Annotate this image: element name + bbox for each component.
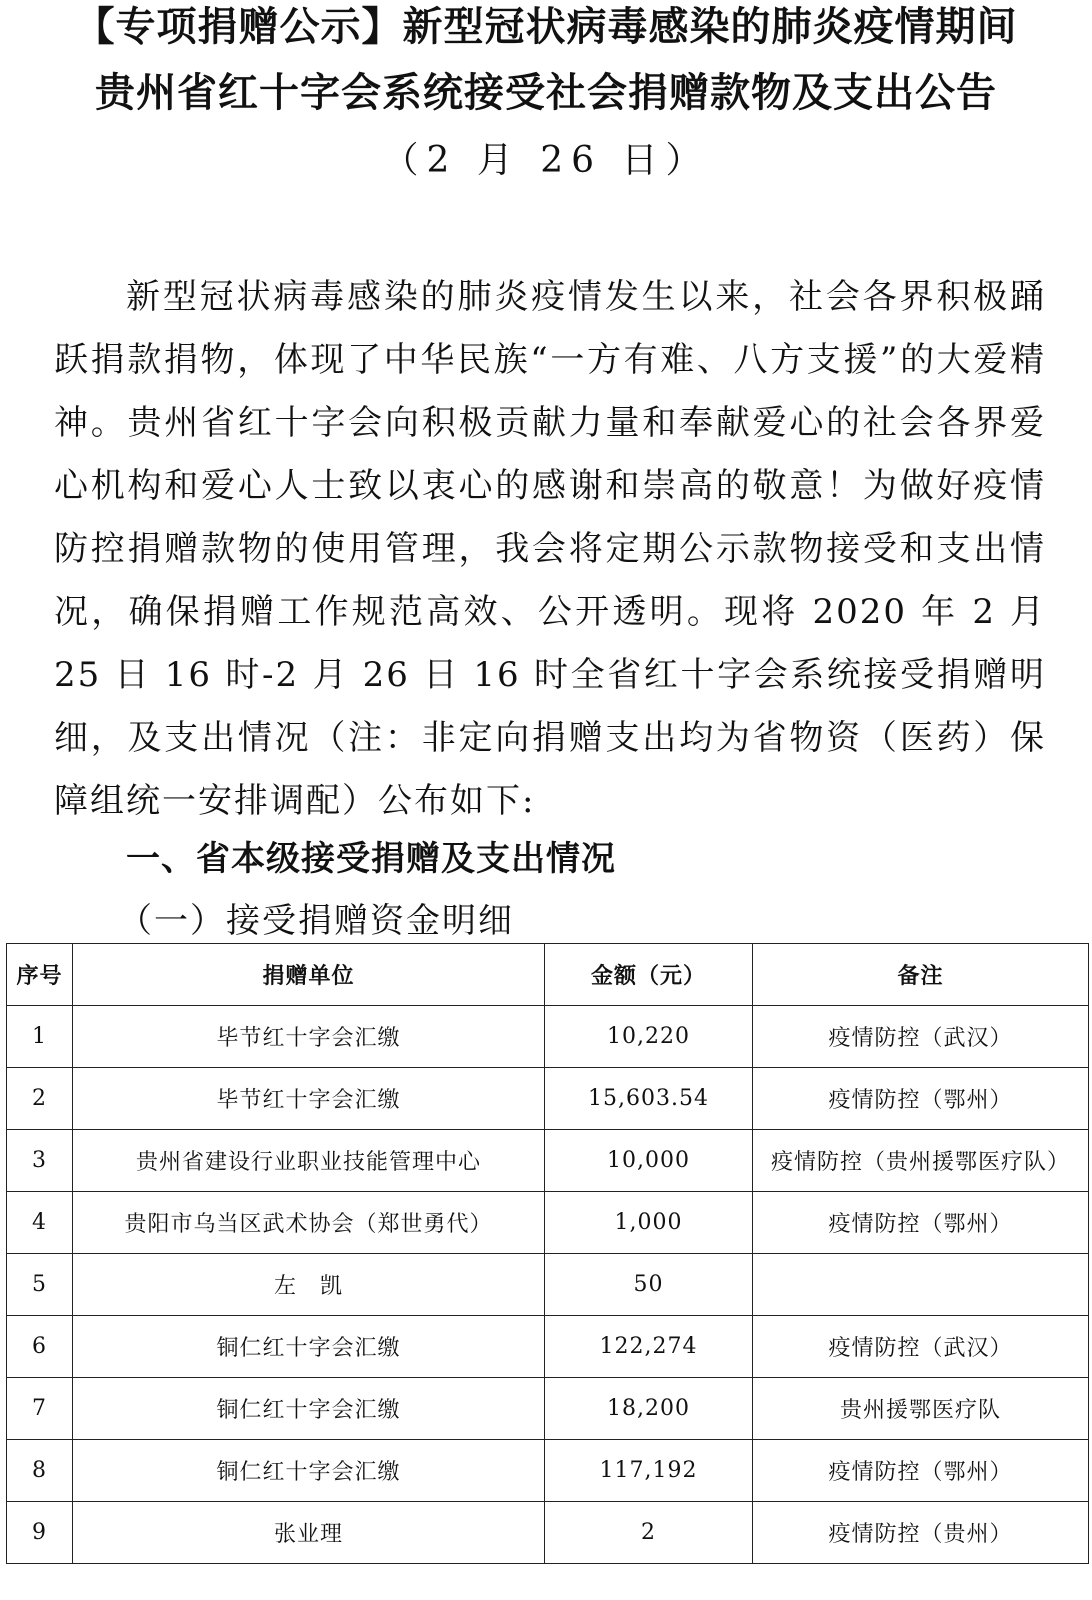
section-heading: 一、省本级接受捐赠及支出情况 xyxy=(126,839,616,879)
table-header-row xyxy=(7,944,1089,1006)
cell-donor: 铜仁红十字会汇缴 xyxy=(73,1316,545,1378)
title-line-1: 【专项捐赠公示】新型冠状病毒感染的肺炎疫情期间 xyxy=(74,4,1018,50)
cell-index: 9 xyxy=(7,1502,73,1564)
cell-amount: 1,000 xyxy=(545,1192,753,1254)
title-date: （2 月 26 日） xyxy=(382,140,710,181)
cell-index: 7 xyxy=(7,1378,73,1440)
cell-amount: 122,274 xyxy=(545,1316,753,1378)
header-index: 序号 xyxy=(7,944,73,1006)
cell-amount: 10,220 xyxy=(545,1006,753,1068)
cell-donor: 左 凯 xyxy=(73,1254,545,1316)
header-amount: 金额（元） xyxy=(545,944,753,1006)
cell-donor: 毕节红十字会汇缴 xyxy=(73,1006,545,1068)
cell-note: 疫情防控（鄂州） xyxy=(753,1068,1089,1130)
cell-donor: 张业理 xyxy=(73,1502,545,1564)
cell-donor: 毕节红十字会汇缴 xyxy=(73,1068,545,1130)
cell-amount: 50 xyxy=(545,1254,753,1316)
table-row xyxy=(7,1316,1089,1378)
header-note: 备注 xyxy=(753,944,1089,1006)
cell-note: 疫情防控（鄂州） xyxy=(753,1192,1089,1254)
table-row xyxy=(7,1006,1089,1068)
cell-amount: 117,192 xyxy=(545,1440,753,1502)
cell-note: 疫情防控（贵州） xyxy=(753,1502,1089,1564)
title-line-2: 贵州省红十字会系统接受社会捐赠款物及支出公告 xyxy=(95,70,997,116)
subsection-heading: （一）接受捐赠资金明细 xyxy=(118,901,514,941)
intro-paragraph: 新型冠状病毒感染的肺炎疫情发生以来，社会各界积极踊跃捐款捐物，体现了中华民族“一方有难、八方支援”的大爱精神。贵州省红十字会向积极贡献力量和奉献爱心的社会各界爱心机构和爱心人士致以衷心的感谢和崇高的敬意！为做好疫情防控捐赠款物的使用管理，我会将定期公示款物接受和支出情况，确保捐赠工作规范高效、公开透明。现将 2020 年 2 月 25 日 16 时-2 月 26 日 16 时全省红十字会系统接受捐赠明细，及支出情况（注：非定向捐赠支出均为省物资（医药）保障组统一安排调配）公布如下: xyxy=(54,277,1046,821)
cell-amount: 2 xyxy=(545,1502,753,1564)
table-row xyxy=(7,1440,1089,1502)
cell-note: 疫情防控（武汉） xyxy=(753,1006,1089,1068)
donation-table xyxy=(6,943,1089,1564)
table-row xyxy=(7,1378,1089,1440)
cell-index: 2 xyxy=(7,1068,73,1130)
table-row xyxy=(7,1502,1089,1564)
table-row xyxy=(7,1192,1089,1254)
cell-note: 疫情防控（贵州援鄂医疗队） xyxy=(753,1130,1089,1192)
cell-amount: 10,000 xyxy=(545,1130,753,1192)
cell-note xyxy=(753,1254,1089,1316)
cell-donor: 铜仁红十字会汇缴 xyxy=(73,1440,545,1502)
table-row xyxy=(7,1254,1089,1316)
cell-index: 6 xyxy=(7,1316,73,1378)
cell-index: 1 xyxy=(7,1006,73,1068)
cell-donor: 铜仁红十字会汇缴 xyxy=(73,1378,545,1440)
cell-donor: 贵州省建设行业职业技能管理中心 xyxy=(73,1130,545,1192)
cell-index: 5 xyxy=(7,1254,73,1316)
cell-index: 3 xyxy=(7,1130,73,1192)
table-row xyxy=(7,1068,1089,1130)
cell-donor: 贵阳市乌当区武术协会（郑世勇代） xyxy=(73,1192,545,1254)
cell-note: 疫情防控（鄂州） xyxy=(753,1440,1089,1502)
cell-amount: 15,603.54 xyxy=(545,1068,753,1130)
cell-note: 疫情防控（武汉） xyxy=(753,1316,1089,1378)
cell-index: 4 xyxy=(7,1192,73,1254)
cell-note: 贵州援鄂医疗队 xyxy=(753,1378,1089,1440)
cell-index: 8 xyxy=(7,1440,73,1502)
header-donor: 捐赠单位 xyxy=(73,944,545,1006)
table-row xyxy=(7,1130,1089,1192)
cell-amount: 18,200 xyxy=(545,1378,753,1440)
